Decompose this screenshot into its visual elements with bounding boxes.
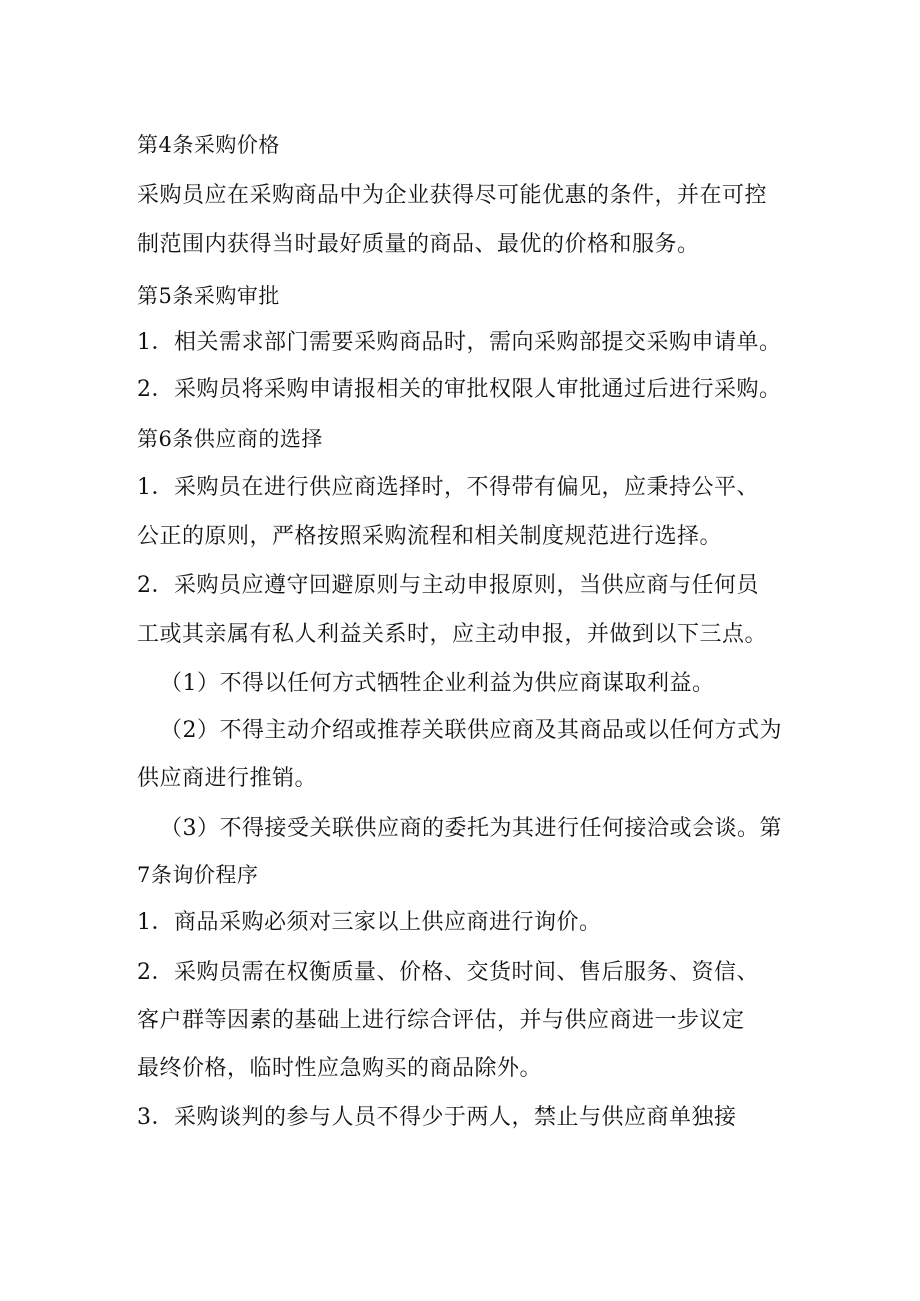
article-4-heading: 第4条采购价格	[137, 133, 280, 157]
article-5-heading: 第5条采购审批	[137, 284, 280, 308]
list-item: 2．采购员应遵守回避原则与主动申报原则，当供应商与任何员	[137, 573, 759, 598]
list-item-continuation: 工或其亲属有私人利益关系时，应主动申报，并做到以下三点。	[137, 622, 768, 647]
list-item: 1．商品采购必须对三家以上供应商进行询价。	[137, 910, 602, 935]
list-item: 2．采购员将采购申请报相关的审批权限人审批通过后进行采购。	[137, 377, 782, 402]
list-item: 1．采购员在进行供应商选择时，不得带有偏见，应秉持公平、	[137, 475, 759, 500]
list-item-continuation: 最终价格，临时性应急购买的商品除外。	[137, 1056, 543, 1081]
article-6-heading: 第6条供应商的选择	[137, 427, 323, 451]
sub-item: （2）不得主动介绍或推荐关联供应商及其商品或以任何方式为	[160, 718, 782, 743]
sub-item: （1）不得以任何方式牺牲企业利益为供应商谋取利益。	[160, 671, 715, 696]
list-item: 2．采购员需在权衡质量、价格、交货时间、售后服务、资信、	[137, 960, 759, 985]
article-7-heading: 7条询价程序	[137, 863, 259, 887]
sub-item: （3）不得接受关联供应商的委托为其进行任何接洽或会谈。第	[160, 816, 782, 841]
paragraph-line: 制范围内获得当时最好质量的商品、最优的价格和服务。	[137, 232, 700, 257]
list-item: 1．相关需求部门需要采购商品时，需向采购部提交采购申请单。	[137, 330, 782, 355]
list-item: 3．采购谈判的参与人员不得少于两人，禁止与供应商单独接	[137, 1105, 737, 1130]
list-item-continuation: 公正的原则，严格按照采购流程和相关制度规范进行选择。	[137, 524, 723, 549]
list-item-continuation: 客户群等因素的基础上进行综合评估，并与供应商进一步议定	[137, 1008, 745, 1033]
paragraph-line: 采购员应在采购商品中为企业获得尽可能优惠的条件，并在可控	[137, 183, 768, 208]
sub-item-continuation: 供应商进行推销。	[137, 766, 318, 791]
